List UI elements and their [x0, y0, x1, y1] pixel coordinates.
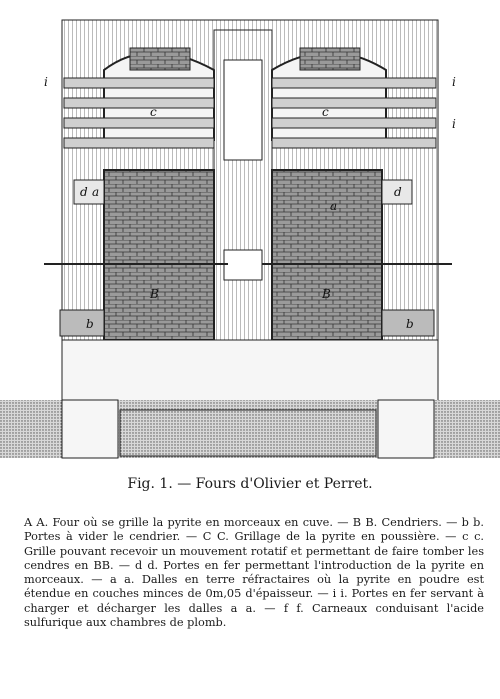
figure-caption: Fig. 1. — Fours d'Olivier et Perret.	[127, 476, 373, 492]
label-B-right: B	[322, 287, 331, 301]
left-vault-brick	[130, 48, 190, 70]
label-i-top-left: i	[44, 75, 48, 89]
label-d-right: d	[394, 185, 402, 199]
label-B-left: B	[150, 287, 159, 301]
left-ash-door	[60, 310, 104, 336]
right-vault-brick	[300, 48, 360, 70]
label-b-right: b	[406, 317, 414, 331]
label-a-right: a	[330, 199, 338, 213]
label-d-left: d	[80, 185, 88, 199]
figure-legend	[24, 516, 484, 630]
label-a-left-top: a	[92, 185, 100, 199]
ground-block	[120, 410, 376, 456]
label-c-left: c	[150, 105, 157, 119]
right-shaft	[272, 170, 382, 340]
label-b-left: b	[86, 317, 94, 331]
label-i-top-right: i	[452, 75, 456, 89]
label-c-right: c	[322, 105, 329, 119]
central-flue-opening	[224, 60, 262, 160]
label-i-mid-right: i	[452, 117, 456, 131]
base-right-pier	[378, 400, 434, 458]
legend-text: A A. Four où se grille la pyrite en morceaux en cuve. — B B. Cendriers. — b b. Portes à vider le cendrier. — C C. Grillage de la pyrite en poussière. — c c. Grille pouvant recevoir un mouvement rotatif et permettant de faire tomber les cendres en BB. — d d. Portes en fer permettant l'introduction de la pyrite en morceaux. — a a. Dalles en terre réfractaires où la pyrite en poudre est étendue en couches minces de 0m,05 d'épaisseur. — i i. Portes en fer servant à charger et décharger les dalles a a. — f f. Carneaux conduisant l'acide sulfurique aux chambres de plomb.	[24, 516, 484, 630]
left-shaft	[104, 170, 214, 340]
base-left-pier	[62, 400, 118, 458]
left-side-door	[74, 180, 104, 204]
central-flue-base	[224, 250, 262, 280]
